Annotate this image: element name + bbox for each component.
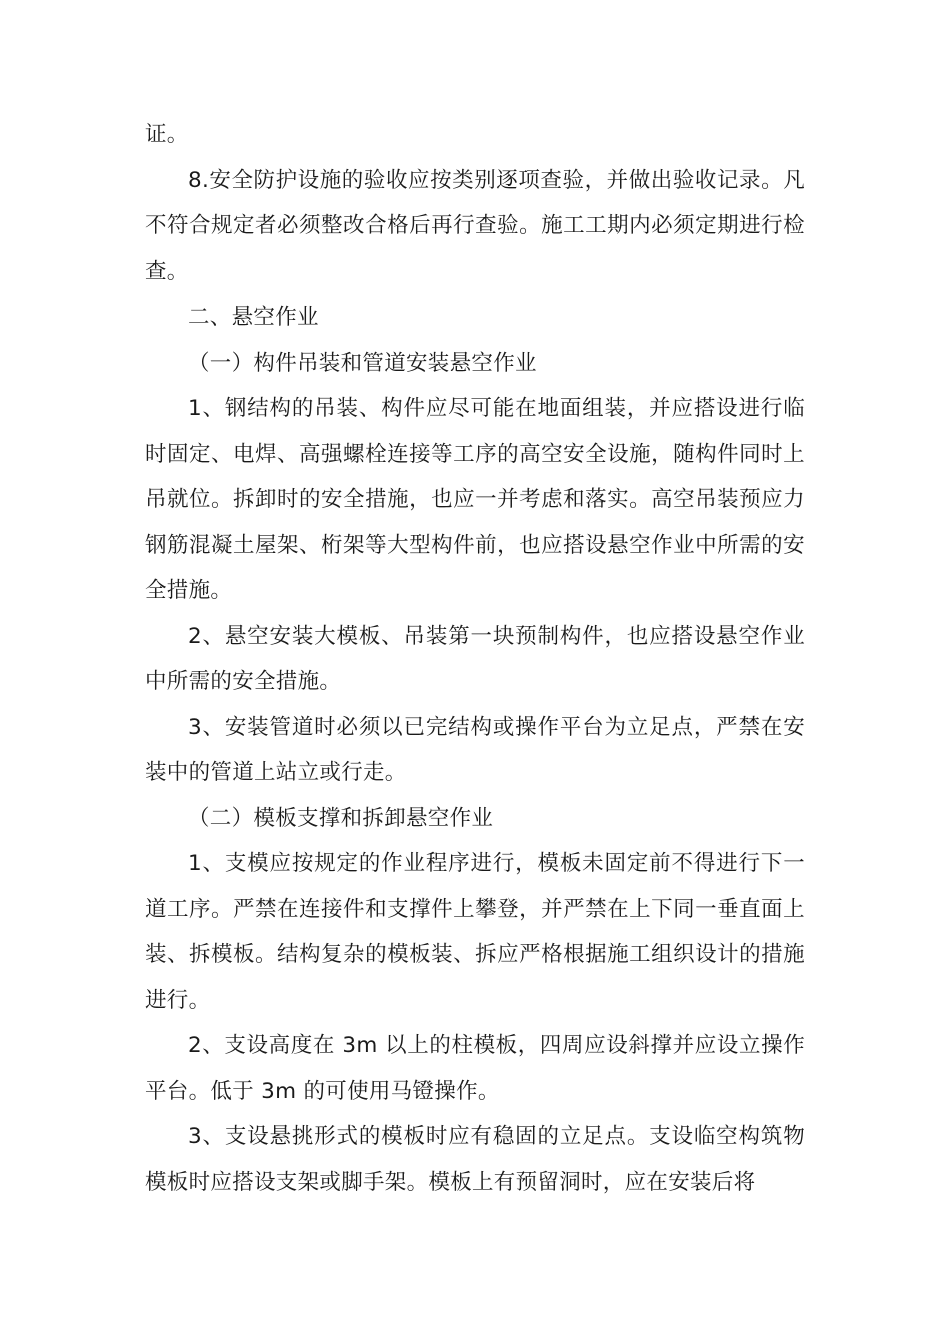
paragraph-formwork-3: 3、支设悬挑形式的模板时应有稳固的立足点。支设临空构筑物模板时应搭设支架或脚手架。模板上有预留洞时，应在安装后将 [145,1124,805,1195]
paragraph-hoisting-3: 3、安装管道时必须以已完结构或操作平台为立足点，严禁在安装中的管道上站立或行走。 [145,714,805,785]
section-heading-suspended-work: 二、悬空作业 [188,305,319,330]
paragraph-formwork-1: 1、支模应按规定的作业程序进行，模板未固定前不得进行下一道工序。严禁在连接件和支撑件上攀登，并严禁在上下同一垂直面上装、拆模板。结构复杂的模板装、拆应严格根据施工组织设计的措施进行。 [145,851,805,1013]
paragraph-hoisting-1: 1、钢结构的吊装、构件应尽可能在地面组装，并应搭设进行临时固定、电焊、高强螺栓连接等工序的高空安全设施，随构件同时上吊就位。拆卸时的安全措施，也应一并考虑和落实。高空吊装预应力钢筋混凝土屋架、桁架等大型构件前，也应搭设悬空作业中所需的安全措施。 [145,396,805,603]
document-body [145,112,805,1205]
paragraph-continuation: 证。 [145,122,189,147]
paragraph-item-8: 8.安全防护设施的验收应按类别逐项查验，并做出验收记录。凡不符合规定者必须整改合格后再行查验。施工工期内必须定期进行检查。 [145,167,805,284]
paragraph-hoisting-2: 2、悬空安装大模板、吊装第一块预制构件，也应搭设悬空作业中所需的安全措施。 [145,623,805,694]
paragraph-formwork-2: 2、支设高度在 3m 以上的柱模板，四周应设斜撑并应设立操作平台。低于 3m 的可使用马镫操作。 [145,1033,805,1104]
subsection-heading-formwork: （二）模板支撑和拆卸悬空作业 [188,805,494,831]
subsection-heading-hoisting: （一）构件吊装和管道安装悬空作业 [188,350,537,376]
